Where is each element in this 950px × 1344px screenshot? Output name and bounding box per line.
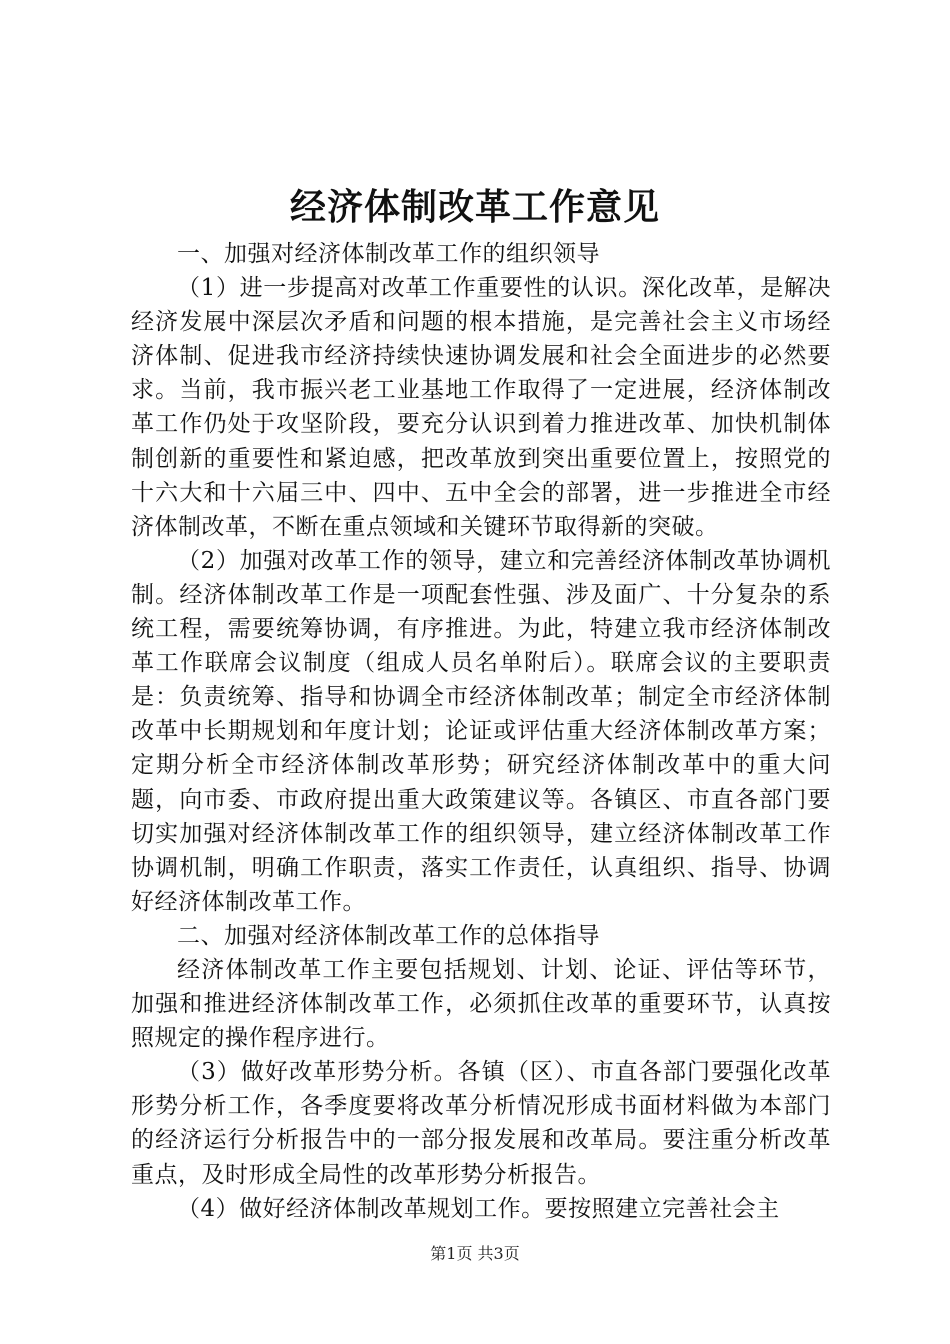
paragraph-3: 经济体制改革工作主要包括规划、计划、论证、评估等环节，加强和推进经济体制改革工作，必须抓住改革的重要环节，认真按照规定的操作程序进行。 [131,956,831,1052]
document-body [131,237,831,1226]
paragraph-1: （1）进一步提高对改革工作重要性的认识。深化改革，是解决经济发展中深层次矛盾和问题的根本措施，是完善社会主义市场经济体制、促进我市经济持续快速协调发展和社会全面进步的必然要求。当前，我市振兴老工业基地工作取得了一定进展，经济体制改革工作仍处于攻坚阶段，要充分认识到着力推进改革、加快机制体制创新的重要性和紧迫感，把改革放到突出重要位置上，按照党的十六大和十六届三中、四中、五中全会的部署，进一步推进全市经济体制改革，不断在重点领域和关键环节取得新的突破。 [131,275,831,540]
section-heading-1: 一、加强对经济体制改革工作的组织领导 [177,241,600,267]
paragraph-4: （3）做好改革形势分析。各镇（区）、市直各部门要强化改革形势分析工作，各季度要将改革分析情况形成书面材料做为本部门的经济运行分析报告中的一部分报发展和改革局。要注重分析改革重点，及时形成全局性的改革形势分析报告。 [131,1059,831,1188]
page-footer: 第1页 共3页 [430,1244,520,1263]
paragraph-2: （2）加强对改革工作的领导，建立和完善经济体制改革协调机制。经济体制改革工作是一项配套性强、涉及面广、十分复杂的系统工程，需要统筹协调，有序推进。为此，特建立我市经济体制改革工作联席会议制度（组成人员名单附后）。联席会议的主要职责是：负责统筹、指导和协调全市经济体制改革；制定全市经济体制改革中长期规划和年度计划；论证或评估重大经济体制改革方案；定期分析全市经济体制改革形势；研究经济体制改革中的重大问题，向市委、市政府提出重大政策建议等。各镇区、市直各部门要切实加强对经济体制改革工作的组织领导，建立经济体制改革工作协调机制，明确工作职责，落实工作责任，认真组织、指导、协调好经济体制改革工作。 [131,547,831,915]
paragraph-5: （4）做好经济体制改革规划工作。要按照建立完善社会主 [177,1195,780,1222]
section-heading-2: 二、加强对经济体制改革工作的总体指导 [177,922,600,949]
document-title: 经济体制改革工作意见 [289,186,660,228]
